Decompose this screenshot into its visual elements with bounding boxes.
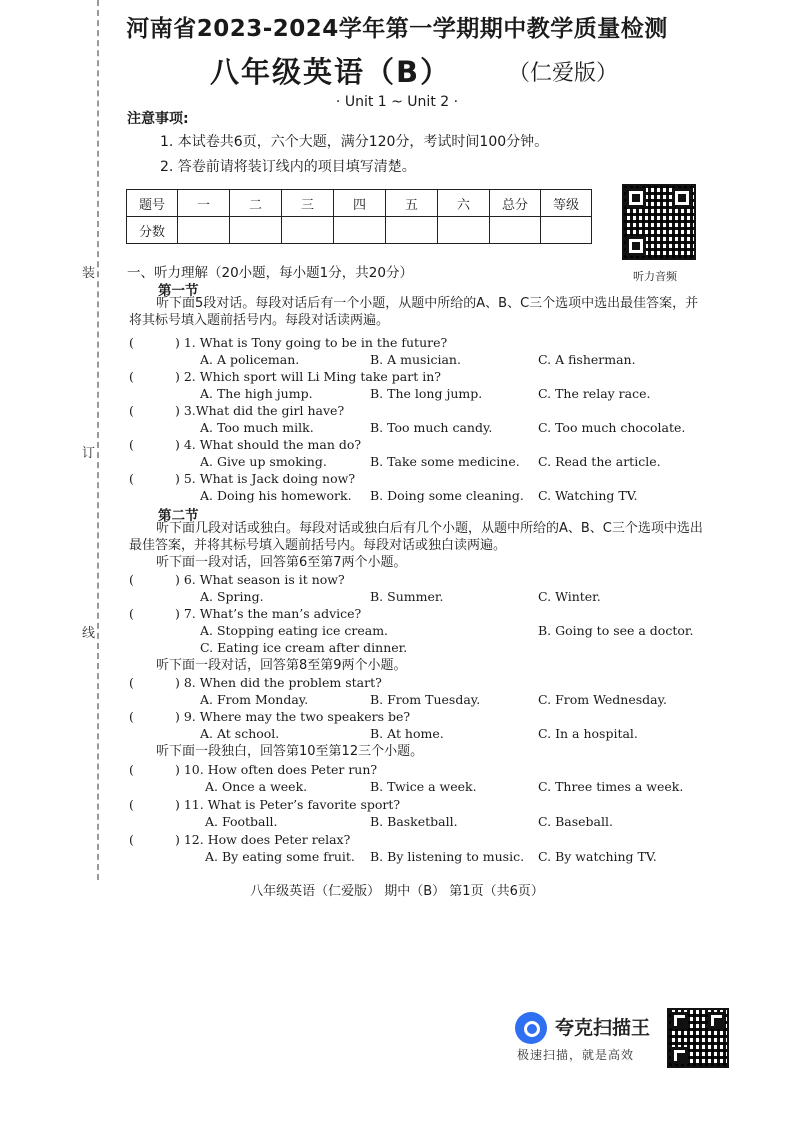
option-a: A. Stopping eating ice cream. <box>200 623 389 638</box>
option-b: B. A musician. <box>370 352 461 367</box>
option-a: A. Spring. <box>200 589 264 604</box>
section-heading: 第一节 <box>158 283 199 299</box>
notice-item: 2. 答卷前请将装订线内的项目填写清楚。 <box>160 159 416 175</box>
lead-in: 听下面一段对话，回答第8至第9两个小题。 <box>156 658 407 673</box>
question-text: ) 1. What is Tony going to be in the future? <box>175 335 448 350</box>
part-heading: 一、听力理解（20小题，每小题1分，共20分） <box>127 265 413 281</box>
option-b: B. Twice a week. <box>370 779 477 794</box>
option-b: B. The long jump. <box>370 386 483 401</box>
answer-bracket[interactable]: ( <box>129 797 134 812</box>
answer-bracket[interactable]: ( <box>129 335 134 350</box>
answer-bracket[interactable]: ( <box>129 709 134 724</box>
notice-item: 1. 本试卷共6页，六个大题，满分120分，考试时间100分钟。 <box>160 134 549 150</box>
section-heading: 第二节 <box>158 508 199 524</box>
option-a: A. Give up smoking. <box>200 454 327 469</box>
option-c: C. Eating ice cream after dinner. <box>200 640 408 655</box>
question-text: ) 7. What’s the man’s advice? <box>175 606 362 621</box>
question-text: ) 11. What is Peter’s favorite sport? <box>175 797 401 812</box>
column-header: 二 <box>230 190 282 217</box>
option-c: C. Read the article. <box>538 454 661 469</box>
binding-mark-zhuang: 装 <box>82 266 96 281</box>
binding-mark-ding: 订 <box>82 446 96 461</box>
section-instruction: 听下面5段对话。每段对话后有一个小题，从题中所给的A、B、C三个选项中选出最佳答案，并将其标号填入题前括号内。每段对话读两遍。 <box>129 296 699 328</box>
option-a: A. Too much milk. <box>200 420 314 435</box>
option-b: B. Doing some cleaning. <box>370 488 524 503</box>
question-text: ) 4. What should the man do? <box>175 437 362 452</box>
section-instruction: 听下面几段对话或独白。每段对话或独白后有几个小题，从题中所给的A、B、C三个选项中选出最佳答案，并将其标号填入题前括号内。每段对话或独白读两遍。 <box>129 521 703 553</box>
option-a: A. At school. <box>200 726 280 741</box>
option-b: B. From Tuesday. <box>370 692 481 707</box>
option-b: B. Basketball. <box>370 814 458 829</box>
option-a: A. The high jump. <box>200 386 313 401</box>
option-c: C. The relay race. <box>538 386 651 401</box>
option-b: B. Too much candy. <box>370 420 493 435</box>
qr-code-icon <box>622 184 696 260</box>
option-a: A. Once a week. <box>205 779 308 794</box>
exam-edition: （仁爱版） <box>508 61 619 86</box>
option-a: A. By eating some fruit. <box>205 849 355 864</box>
question-text: ) 9. Where may the two speakers be? <box>175 709 411 724</box>
question-text: ) 3.What did the girl have? <box>175 403 345 418</box>
score-cell <box>230 217 282 244</box>
scanner-slogan: 极速扫描，就是高效 <box>517 1048 635 1062</box>
answer-bracket[interactable]: ( <box>129 832 134 847</box>
exam-title: 河南省2023-2024学年第一学期期中教学质量检测 <box>126 16 668 42</box>
scanner-brand: 夸克扫描王 <box>555 1017 651 1039</box>
score-table-score-row <box>127 217 592 244</box>
question-text: ) 12. How does Peter relax? <box>175 832 351 847</box>
exam-subtitle: 八年级英语（B） <box>210 55 452 89</box>
option-b: B. Summer. <box>370 589 444 604</box>
answer-bracket[interactable]: ( <box>129 606 134 621</box>
answer-bracket[interactable]: ( <box>129 675 134 690</box>
scanner-qr-icon <box>667 1008 729 1068</box>
lead-in: 听下面一段独白，回答第10至第12三个小题。 <box>156 744 424 759</box>
score-table-header-row <box>127 190 592 217</box>
column-header: 三 <box>282 190 334 217</box>
lead-in: 听下面一段对话，回答第6至第7两个小题。 <box>156 555 407 570</box>
binding-mark-xian: 线 <box>82 626 96 641</box>
option-b: B. Going to see a doctor. <box>538 623 694 638</box>
option-b: B. By listening to music. <box>370 849 525 864</box>
option-c: C. A fisherman. <box>538 352 636 367</box>
score-cell <box>438 217 490 244</box>
option-c: C. Baseball. <box>538 814 613 829</box>
answer-bracket[interactable]: ( <box>129 403 134 418</box>
score-table <box>126 189 592 244</box>
question-text: ) 10. How often does Peter run? <box>175 762 378 777</box>
option-c: C. By watching TV. <box>538 849 657 864</box>
column-header: 六 <box>438 190 490 217</box>
option-c: C. Watching TV. <box>538 488 638 503</box>
answer-bracket[interactable]: ( <box>129 572 134 587</box>
answer-bracket[interactable]: ( <box>129 471 134 486</box>
score-cell <box>178 217 230 244</box>
row-label: 分数 <box>127 217 178 244</box>
row-label: 题号 <box>127 190 178 217</box>
option-b: B. At home. <box>370 726 444 741</box>
column-header: 总分 <box>490 190 541 217</box>
question-text: ) 6. What season is it now? <box>175 572 345 587</box>
score-cell <box>386 217 438 244</box>
question-text: ) 8. When did the problem start? <box>175 675 382 690</box>
question-text: ) 2. Which sport will Li Ming take part in? <box>175 369 441 384</box>
scanner-logo-icon <box>515 1012 547 1044</box>
option-c: C. Too much chocolate. <box>538 420 686 435</box>
score-cell <box>282 217 334 244</box>
column-header: 五 <box>386 190 438 217</box>
page-footer: 八年级英语（仁爱版） 期中（B） 第1页（共6页） <box>250 884 544 899</box>
option-a: A. From Monday. <box>200 692 309 707</box>
option-c: C. From Wednesday. <box>538 692 667 707</box>
column-header: 一 <box>178 190 230 217</box>
option-c: C. Winter. <box>538 589 601 604</box>
binding-line <box>97 0 100 880</box>
option-a: A. Football. <box>205 814 278 829</box>
option-c: C. Three times a week. <box>538 779 684 794</box>
score-cell <box>334 217 386 244</box>
notice-heading: 注意事项: <box>127 111 189 127</box>
question-text: ) 5. What is Jack doing now? <box>175 471 356 486</box>
column-header: 等级 <box>541 190 592 217</box>
qr-caption: 听力音频 <box>633 270 677 283</box>
unit-range: · Unit 1 ~ Unit 2 · <box>335 94 459 110</box>
column-header: 四 <box>334 190 386 217</box>
answer-bracket[interactable]: ( <box>129 437 134 452</box>
option-a: A. Doing his homework. <box>200 488 352 503</box>
option-b: B. Take some medicine. <box>370 454 520 469</box>
score-cell <box>490 217 541 244</box>
option-c: C. In a hospital. <box>538 726 638 741</box>
answer-bracket[interactable]: ( <box>129 369 134 384</box>
answer-bracket[interactable]: ( <box>129 762 134 777</box>
option-a: A. A policeman. <box>200 352 300 367</box>
score-cell <box>541 217 592 244</box>
